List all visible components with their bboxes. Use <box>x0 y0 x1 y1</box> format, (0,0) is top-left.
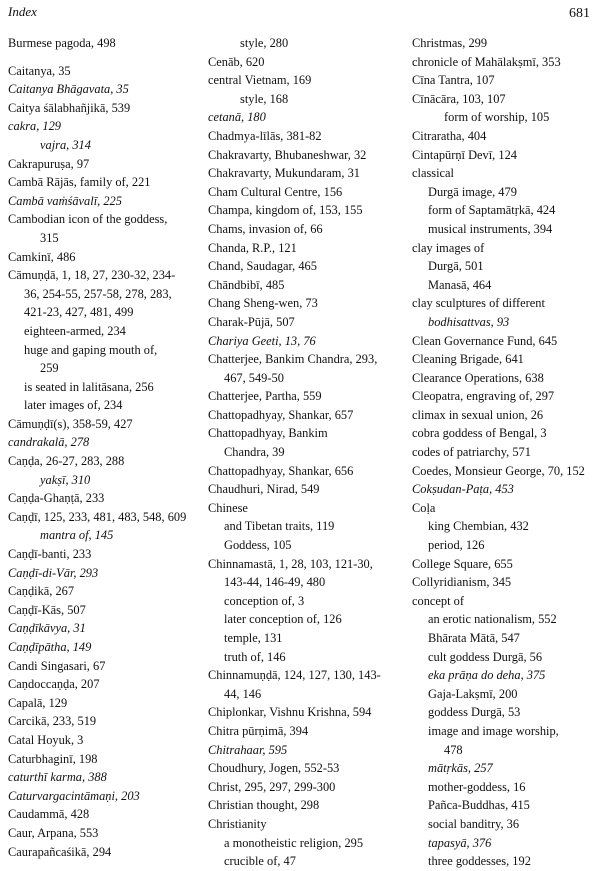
index-entry: later images of, 234 <box>24 398 123 413</box>
index-entry: Chadmya-līlās, 381-82 <box>208 128 322 143</box>
index-entry: mother-goddess, 16 <box>428 779 526 794</box>
index-entry: clay images of <box>412 240 485 255</box>
index-entry: Caturbhaginī, 198 <box>8 751 98 766</box>
index-entry: truth of, 146 <box>224 649 286 664</box>
index-entry: Chattopadhyay, Shankar, 657 <box>208 407 354 422</box>
index-entry: style, 280 <box>240 36 289 50</box>
index-entry: bodhisattvas, 93 <box>428 314 510 329</box>
index-entry: Caṇḍikā, 267 <box>8 584 75 599</box>
index-entry: Caṇḍī, 125, 233, 481, 483, 548, 609 <box>8 509 187 524</box>
index-entry: Coḷa <box>412 500 436 515</box>
index-entry: Bhārata Mātā, 547 <box>428 631 520 645</box>
index-entry: 143-44, 146-49, 480 <box>224 575 326 590</box>
index-entry: 467, 549-50 <box>224 370 284 385</box>
page-number: 681 <box>569 6 590 21</box>
index-entry: Caṇḍī-Kās, 507 <box>8 602 86 617</box>
index-entry: Chāndbibī, 485 <box>208 277 285 292</box>
index-entry: Caitya śālabhañjikā, 539 <box>8 100 131 115</box>
index-entry: Cambā vaṁśāvalī, 225 <box>8 193 122 208</box>
index-entry: Christ, 295, 297, 299-300 <box>208 779 336 794</box>
index-entry: Chang Sheng-wen, 73 <box>208 296 318 311</box>
index-entry: an erotic nationalism, 552 <box>428 612 557 627</box>
index-entry: Caurapañcaśikā, 294 <box>8 844 112 859</box>
index-entry: Clean Governance Fund, 645 <box>412 333 558 348</box>
index-entry: Cīna Tantra, 107 <box>412 73 495 88</box>
index-entry: Caur, Arpana, 553 <box>8 825 99 840</box>
index-gap <box>8 53 204 62</box>
index-entry: 315 <box>40 230 59 245</box>
index-entry: clay sculptures of different <box>412 296 545 311</box>
index-entry: yakṣī, 310 <box>40 472 91 487</box>
index-entry: cobra goddess of Bengal, 3 <box>412 426 547 441</box>
index-entry: Cambā Rājās, family of, 221 <box>8 175 151 190</box>
index-entry: concept of <box>412 593 464 608</box>
index-entry: Manasā, 464 <box>428 277 492 292</box>
index-entry: Choudhury, Jogen, 552-53 <box>208 761 340 776</box>
index-entry: 36, 254-55, 257-58, 278, 283, <box>24 286 172 301</box>
index-entry: 478 <box>444 742 463 757</box>
index-entry: Cham Cultural Centre, 156 <box>208 184 343 199</box>
index-entry: Caitanya, 35 <box>8 63 71 78</box>
index-entry: cetanā, 180 <box>208 110 266 125</box>
index-entry: Capalā, 129 <box>8 695 68 710</box>
index-entry: Cleaning Brigade, 641 <box>412 352 524 367</box>
index-entry: cult goddess Durgā, 56 <box>428 649 543 664</box>
index-entry: period, 126 <box>428 538 485 553</box>
index-entry: mātṛkās, 257 <box>428 761 493 776</box>
index-entry: Chakravarty, Mukundaram, 31 <box>208 166 360 181</box>
index-entry: temple, 131 <box>224 631 283 645</box>
index-entry: vajra, 314 <box>40 137 91 152</box>
index-entry: Caṇḍīpātha, 149 <box>8 640 92 654</box>
index-entry: climax in sexual union, 26 <box>412 407 544 422</box>
index-entry: Cīnācāra, 103, 107 <box>412 91 506 106</box>
index-entry: crucible of, 47 <box>224 854 296 869</box>
index-entry: Citraratha, 404 <box>412 128 487 143</box>
index-column-1 <box>8 34 204 861</box>
index-entry: Cenāb, 620 <box>208 54 265 69</box>
index-entry: Cokṣudan-Paṭa, 453 <box>412 482 514 497</box>
index-entry: and Tibetan traits, 119 <box>224 519 335 534</box>
index-entry: Christmas, 299 <box>412 36 488 50</box>
index-entry: Caṇḍīkāvya, 31 <box>8 621 86 636</box>
index-entry: Chams, invasion of, 66 <box>208 221 323 236</box>
index-entry: Cambodian icon of the goddess, <box>8 212 168 227</box>
index-entry: eighteen-armed, 234 <box>24 323 126 338</box>
index-entry: central Vietnam, 169 <box>208 73 312 88</box>
index-entry: Caṇḍī-banti, 233 <box>8 547 92 562</box>
index-entry: Caṇdoccaṇḍa, 207 <box>8 677 100 692</box>
index-entry: Clearance Operations, 638 <box>412 370 544 385</box>
index-entry: Chitra pūrṇimā, 394 <box>208 723 309 738</box>
index-entry: Collyridianism, 345 <box>412 575 512 590</box>
index-entry: Caudammā, 428 <box>8 807 90 822</box>
index-entry: Chatterjee, Partha, 559 <box>208 389 322 404</box>
index-entry: 44, 146 <box>224 686 262 701</box>
index-entry: Chiplonkar, Vishnu Krishna, 594 <box>208 705 372 720</box>
index-entry: Camkinī, 486 <box>8 249 76 264</box>
index-entry: style, 168 <box>240 91 289 106</box>
index-entry: Christian thought, 298 <box>208 798 320 813</box>
index-entry: Caturvargacintāmaṇi, 203 <box>8 788 140 803</box>
index-entry: classical <box>412 166 454 181</box>
index-entry: Christianity <box>208 816 267 831</box>
index-entry: Carcikā, 233, 519 <box>8 714 97 729</box>
index-entry: Chattopadhyay, Bankim <box>208 426 328 441</box>
index-entry: king Chembian, 432 <box>428 519 529 534</box>
index-entry: mantra of, 145 <box>40 528 114 543</box>
running-header: Index <box>8 4 37 19</box>
index-entry: Chandra, 39 <box>224 445 285 460</box>
index-entry: College Square, 655 <box>412 556 513 571</box>
index-entry: 421-23, 427, 481, 499 <box>24 305 134 320</box>
index-entry: Chinnamastā, 1, 28, 103, 121-30, <box>208 556 373 571</box>
index-entry: Cintapūrṇī Devī, 124 <box>412 147 517 162</box>
index-entry: codes of patriarchy, 571 <box>412 445 531 460</box>
index-entry: Chinnamuṇḍā, 124, 127, 130, 143- <box>208 668 381 683</box>
index-entry: Catal Hoyuk, 3 <box>8 732 84 747</box>
index-entry: Caṇḍa-Ghaṇṭā, 233 <box>8 491 105 506</box>
index-entry: Chand, Saudagar, 465 <box>208 259 317 274</box>
index-entry: chronicle of Mahālakṣmī, 353 <box>412 54 561 69</box>
index-entry: Burmese pagoda, 498 <box>8 36 116 50</box>
index-entry: Coedes, Monsieur George, 70, 152 <box>412 463 585 478</box>
index-entry: Durgā image, 479 <box>428 184 517 199</box>
index-column-2 <box>208 34 404 871</box>
index-entry: Cakrapuruṣa, 97 <box>8 156 90 171</box>
index-entry: Pañca-Buddhas, 415 <box>428 798 530 813</box>
index-entry: later conception of, 126 <box>224 612 342 627</box>
index-entry: Caṇḍī-di-Vār, 293 <box>8 565 99 580</box>
index-entry: tapasyā, 376 <box>428 835 492 850</box>
index-entry: Chaudhuri, Nirad, 549 <box>208 482 320 497</box>
index-entry: goddess Durgā, 53 <box>428 705 521 720</box>
index-entry: Goddess, 105 <box>224 538 292 553</box>
index-entry: Chattopadhyay, Shankar, 656 <box>208 463 354 478</box>
index-entry: Cleopatra, engraving of, 297 <box>412 389 555 404</box>
index-entry: caturthī karma, 388 <box>8 770 107 785</box>
index-entry: form of worship, 105 <box>444 110 550 125</box>
index-entry: Chariya Geeti, 13, 76 <box>208 333 316 348</box>
index-entry: a monotheistic religion, 295 <box>224 835 364 850</box>
index-entry: musical instruments, 394 <box>428 221 553 236</box>
index-column-3 <box>412 34 598 871</box>
index-entry: Gaja-Lakṣmī, 200 <box>428 686 518 701</box>
index-entry: Durgā, 501 <box>428 259 484 274</box>
index-entry: huge and gaping mouth of, <box>24 342 158 357</box>
index-entry: Caitanya Bhāgavata, 35 <box>8 82 129 97</box>
index-entry: image and image worship, <box>428 723 559 738</box>
index-entry: Chitrahaar, 595 <box>208 742 288 757</box>
index-entry: candrakalā, 278 <box>8 435 90 450</box>
index-entry: Chakravarty, Bhubaneshwar, 32 <box>208 147 367 162</box>
index-entry: cakra, 129 <box>8 119 61 134</box>
index-entry: 259 <box>40 361 59 376</box>
index-entry: three goddesses, 192 <box>428 854 531 869</box>
index-entry: eka prāṇa do deha, 375 <box>428 668 546 683</box>
index-entry: Chanda, R.P., 121 <box>208 240 297 255</box>
index-entry: social banditry, 36 <box>428 816 520 831</box>
index-entry: is seated in lalitāsana, 256 <box>24 379 154 394</box>
index-entry: Chinese <box>208 500 248 515</box>
index-entry: Candi Singasari, 67 <box>8 658 106 673</box>
index-entry: Caṇḍa, 26-27, 283, 288 <box>8 454 125 469</box>
index-entry: Cāmuṇḍā, 1, 18, 27, 230-32, 234- <box>8 268 176 283</box>
index-entry: Charak-Pūjā, 507 <box>208 314 295 329</box>
index-entry: Cāmuṇḍī(s), 358-59, 427 <box>8 416 133 431</box>
index-entry: Champa, kingdom of, 153, 155 <box>208 203 363 218</box>
index-entry: conception of, 3 <box>224 593 305 608</box>
index-entry: Chatterjee, Bankim Chandra, 293, <box>208 352 378 367</box>
index-entry: form of Saptamātṛkā, 424 <box>428 203 556 218</box>
